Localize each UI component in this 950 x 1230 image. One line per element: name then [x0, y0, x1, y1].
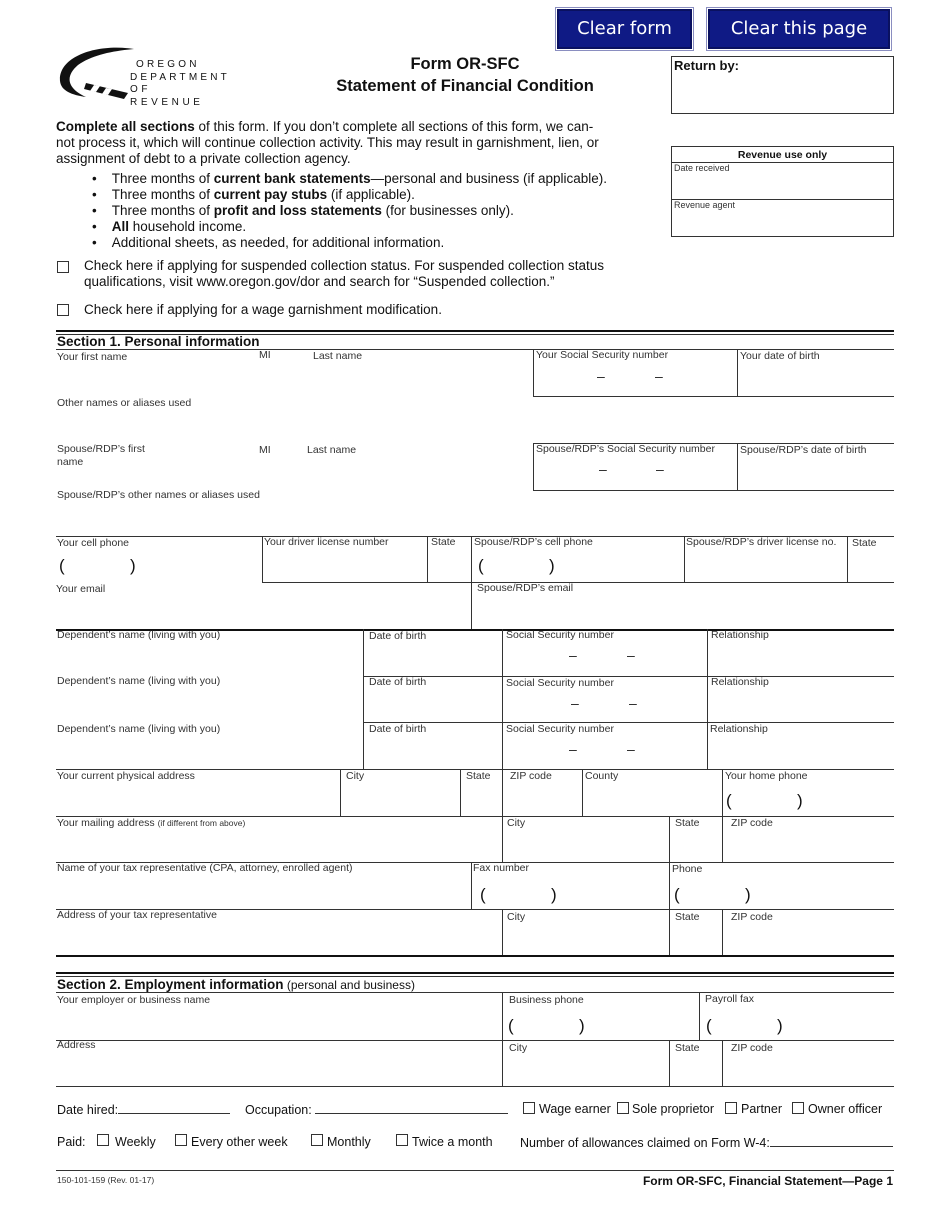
mailing-state-label: State [675, 817, 700, 829]
rep-city-label: City [507, 911, 526, 923]
state-label: State [431, 536, 456, 548]
suspended-status-text: Check here if applying for suspended collection status. For suspended collection status qualifications, visit www.oregon.gov/dor and search for “Suspended collection.” [84, 258, 605, 289]
dependent-2-dob-label: Date of birth [369, 676, 427, 688]
mailing-address-label: Your mailing address (if different from above) [57, 817, 246, 829]
wage-earner-checkbox[interactable] [523, 1102, 535, 1114]
paid-label: Paid: [57, 1135, 86, 1149]
spouse-ssn-label: Spouse/RDP’s Social Security number [536, 443, 715, 455]
sole-proprietor-label: Sole proprietor [632, 1102, 714, 1116]
mailing-city-label: City [507, 817, 526, 829]
list-item: • Three months of current bank statements—personal and business (if applicable). [92, 171, 607, 186]
wage-garnishment-checkbox[interactable] [57, 304, 69, 316]
logo-swoosh-icon [56, 45, 136, 103]
section-2-title: Section 2. Employment information (personal and business) [57, 977, 415, 992]
email-label: Your email [56, 583, 106, 595]
physical-city-label: City [346, 770, 365, 782]
return-by-box[interactable] [671, 56, 894, 114]
occupation-field[interactable]: Occupation: [245, 1102, 508, 1117]
intro-line-1: of this form. If you don’t complete all sections of this form, we can- [194, 119, 594, 134]
dependent-1-name-label: Dependent’s name (living with you) [57, 629, 221, 641]
intro-bold: Complete all sections [56, 119, 195, 134]
spouse-first-name-label: Spouse/RDP’s first name [57, 443, 145, 468]
list-item: • All household income. [92, 219, 247, 234]
business-phone-label: Business phone [509, 994, 584, 1006]
logo-line-2: DEPARTMENT [130, 71, 230, 83]
dependent-1-dob-label: Date of birth [369, 630, 427, 642]
revision-code: 150-101-159 (Rev. 01-17) [57, 1175, 155, 1185]
logo-line-3: OF REVENUE [130, 84, 204, 108]
monthly-label: Monthly [327, 1135, 371, 1149]
form-id: Form OR-SFC [410, 55, 520, 73]
cell-phone-label: Your cell phone [57, 537, 130, 549]
spouse-dl-label: Spouse/RDP’s driver license no. [686, 536, 837, 548]
last-name-label: Last name [313, 350, 363, 362]
owner-officer-label: Owner officer [808, 1102, 883, 1116]
spouse-email-label: Spouse/RDP’s email [477, 582, 574, 594]
logo-line-1: OREGON [136, 59, 200, 70]
wage-earner-label: Wage earner [539, 1102, 611, 1116]
rep-zip-label: ZIP code [731, 911, 773, 923]
tax-rep-name-label: Name of your tax representative (CPA, attorney, enrolled agent) [57, 862, 353, 874]
twice-a-month-checkbox[interactable] [396, 1134, 408, 1146]
every-other-week-label: Every other week [191, 1135, 288, 1149]
employer-state-label: State [675, 1042, 700, 1054]
fax-number-label: Fax number [473, 862, 530, 874]
allowances-field[interactable]: Number of allowances claimed on Form W-4: [520, 1135, 893, 1150]
home-phone-label: Your home phone [725, 770, 808, 782]
employer-city-label: City [509, 1042, 528, 1054]
date-hired-field[interactable]: Date hired: [57, 1102, 230, 1117]
clear-page-button[interactable]: Clear this page [708, 9, 890, 49]
mi-label: MI [259, 349, 271, 361]
dependent-2-relationship-label: Relationship [711, 676, 769, 688]
revenue-use-box [671, 146, 894, 237]
dependent-1-ssn-label: Social Security number [506, 629, 614, 641]
requirements-list [92, 171, 652, 251]
form-title: Statement of Financial Condition [336, 77, 594, 95]
sole-proprietor-checkbox[interactable] [617, 1102, 629, 1114]
intro-line-3: assignment of debt to a private collection agency. [56, 151, 351, 166]
partner-label: Partner [741, 1102, 782, 1116]
list-item: • Three months of profit and loss statements (for businesses only). [92, 203, 514, 218]
intro-line-2: not process it, which will continue collection activity. This may result in garnishment, lien, or [56, 135, 599, 150]
revenue-agent-label: Revenue agent [674, 200, 736, 210]
every-other-week-checkbox[interactable] [175, 1134, 187, 1146]
partner-checkbox[interactable] [725, 1102, 737, 1114]
oregon-revenue-logo [56, 45, 230, 108]
county-label: County [585, 770, 619, 782]
dependent-3-ssn-label: Social Security number [506, 723, 614, 735]
driver-license-label: Your driver license number [264, 536, 389, 548]
spouse-other-names-label: Spouse/RDP’s other names or aliases used [57, 489, 260, 501]
dependent-1-relationship-label: Relationship [711, 629, 769, 641]
employer-address-label: Address [57, 1039, 96, 1051]
physical-state-label: State [466, 770, 491, 782]
date-received-label: Date received [674, 163, 730, 173]
spouse-dob-label: Spouse/RDP’s date of birth [740, 444, 867, 456]
clear-form-button[interactable]: Clear form [557, 9, 692, 49]
spouse-cell-label: Spouse/RDP’s cell phone [474, 536, 593, 548]
spouse-last-name-label: Last name [307, 444, 357, 456]
list-item: • Three months of current pay stubs (if applicable). [92, 187, 415, 202]
list-item: • Additional sheets, as needed, for additional information. [92, 235, 445, 250]
page-footer: Form OR-SFC, Financial Statement—Page 1 [642, 1174, 893, 1188]
return-by-label: Return by: [674, 58, 739, 73]
ssn-label: Your Social Security number [536, 349, 669, 361]
employer-zip-label: ZIP code [731, 1042, 773, 1054]
spouse-mi-label: MI [259, 444, 271, 456]
owner-officer-checkbox[interactable] [792, 1102, 804, 1114]
physical-zip-label: ZIP code [510, 770, 552, 782]
tax-rep-address-label: Address of your tax representative [57, 909, 217, 921]
dependent-3-relationship-label: Relationship [710, 723, 768, 735]
twice-a-month-label: Twice a month [412, 1135, 493, 1149]
physical-address-label: Your current physical address [57, 770, 195, 782]
employer-name-label: Your employer or business name [57, 994, 211, 1006]
other-names-label: Other names or aliases used [57, 397, 192, 409]
dependent-3-dob-label: Date of birth [369, 723, 427, 735]
first-name-label: Your first name [57, 351, 128, 363]
section-1-title: Section 1. Personal information [57, 334, 260, 349]
dependent-2-ssn-label: Social Security number [506, 677, 614, 689]
monthly-checkbox[interactable] [311, 1134, 323, 1146]
weekly-label: Weekly [115, 1135, 156, 1149]
dob-label: Your date of birth [740, 350, 820, 362]
dependent-3-name-label: Dependent’s name (living with you) [57, 723, 221, 735]
payroll-fax-label: Payroll fax [705, 993, 755, 1005]
weekly-checkbox[interactable] [97, 1134, 109, 1146]
rep-state-label: State [675, 911, 700, 923]
form-header [300, 53, 630, 97]
suspended-status-checkbox[interactable] [57, 261, 69, 273]
wage-garnishment-text: Check here if applying for a wage garnishment modification. [84, 302, 442, 317]
intro-paragraph [56, 119, 646, 167]
dependent-2-name-label: Dependent’s name (living with you) [57, 675, 221, 687]
spouse-state-label: State [852, 537, 877, 549]
mailing-zip-label: ZIP code [731, 817, 773, 829]
phone-label: Phone [672, 863, 703, 875]
revenue-use-title: Revenue use only [737, 149, 828, 161]
